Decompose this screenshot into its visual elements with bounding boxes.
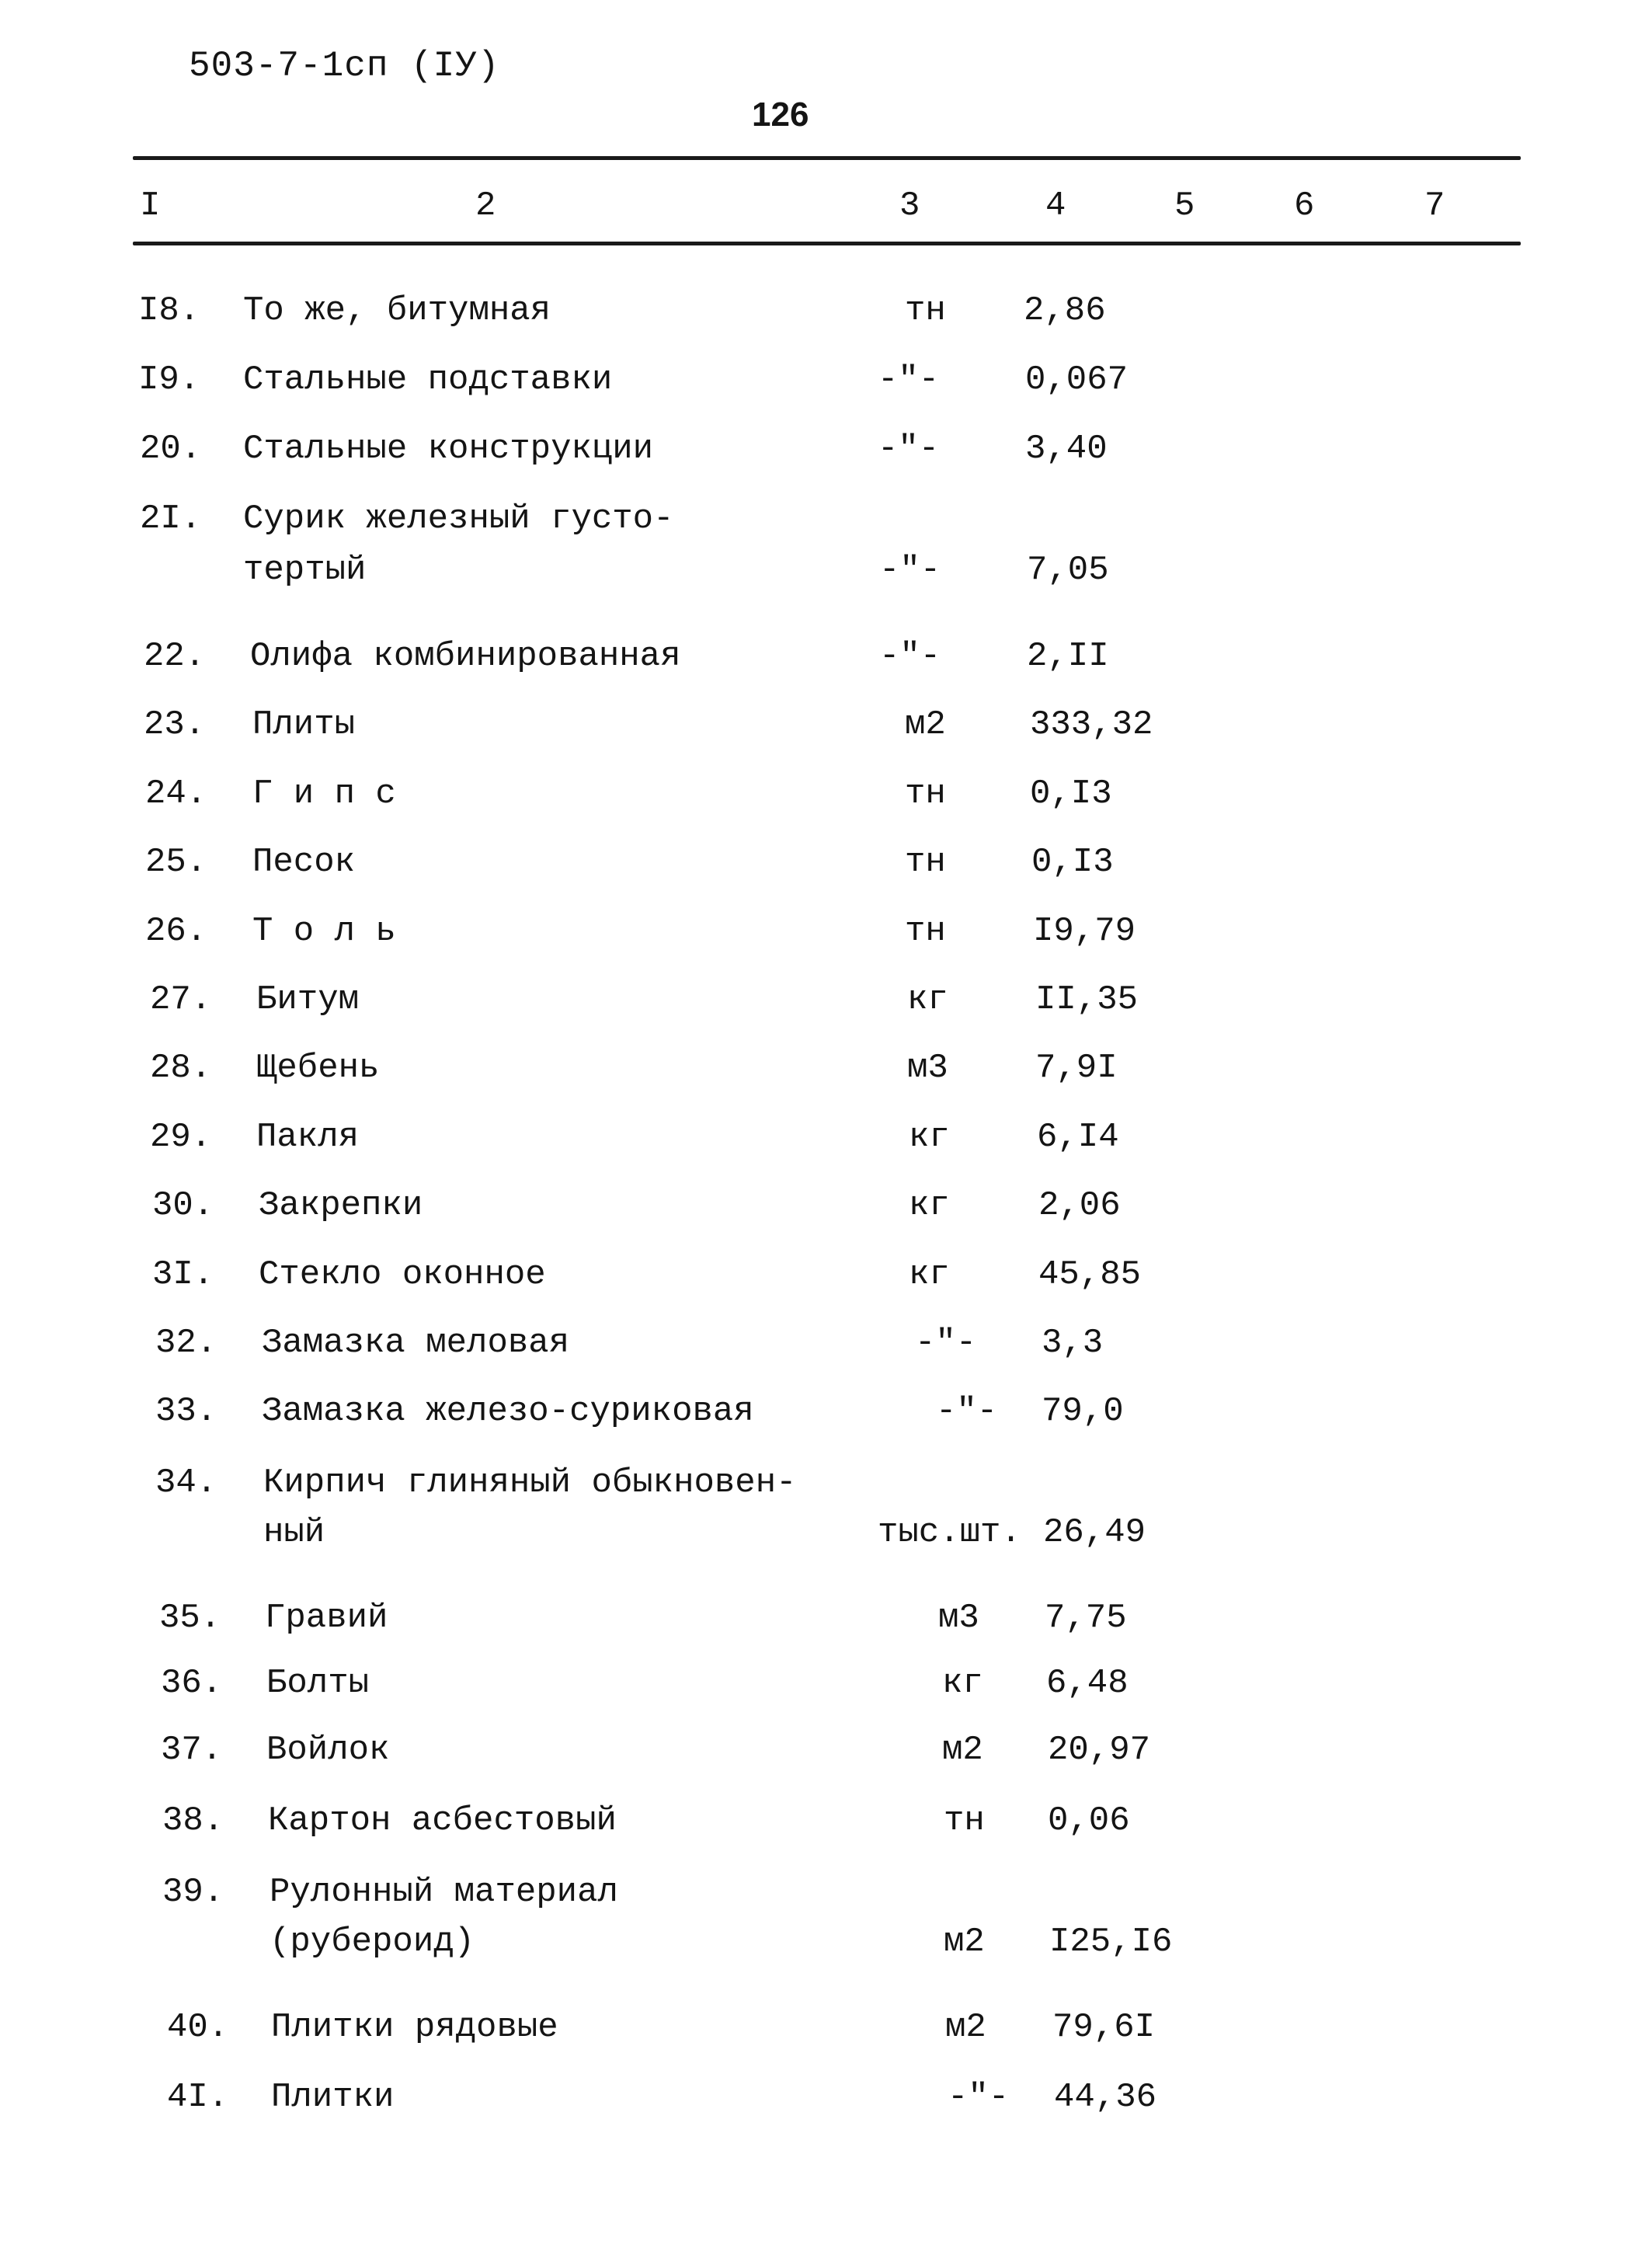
material-name: Гравий	[265, 1599, 388, 1637]
row-number: 36.	[161, 1664, 223, 1703]
material-name: Щебень	[256, 1049, 380, 1087]
row-number: 24.	[145, 774, 207, 813]
column-header-7: 7	[1424, 186, 1445, 225]
quantity-value: I9,79	[1033, 912, 1136, 951]
row-number: 32.	[155, 1324, 217, 1362]
material-name: Болты	[266, 1664, 370, 1703]
material-name: Закрепки	[259, 1186, 423, 1225]
unit-of-measure: -"-	[879, 551, 941, 590]
row-number: 37.	[161, 1731, 223, 1770]
quantity-value: I25,I6	[1049, 1923, 1173, 1961]
material-name: Стальные конструкции	[243, 430, 654, 468]
material-name: Картон асбестовый	[268, 1801, 617, 1840]
unit-of-measure: кг	[907, 980, 948, 1019]
column-header-5: 5	[1174, 186, 1195, 225]
quantity-value: 0,06	[1048, 1801, 1130, 1840]
unit-of-measure: кг	[909, 1186, 950, 1225]
quantity-value: 6,48	[1046, 1664, 1129, 1703]
unit-of-measure: м2	[905, 705, 946, 744]
unit-of-measure: м2	[942, 1731, 983, 1770]
unit-of-measure: тыс.шт.	[878, 1513, 1021, 1552]
row-number: 34.	[155, 1463, 217, 1502]
quantity-value: 0,067	[1025, 360, 1129, 399]
material-name: Кирпич глиняный обыкновен-	[263, 1463, 797, 1502]
row-number: 3I.	[152, 1255, 214, 1294]
unit-of-measure: м3	[907, 1049, 948, 1087]
material-name: Стальные подставки	[243, 360, 613, 399]
quantity-value: 7,75	[1045, 1599, 1127, 1637]
row-number: 30.	[152, 1186, 214, 1225]
row-number: 4I.	[167, 2078, 229, 2117]
document-code: 503-7-1сп (IУ)	[189, 46, 500, 86]
unit-of-measure: -"-	[878, 430, 940, 468]
material-name: Т о л ь	[252, 912, 396, 951]
material-name: Замазка меловая	[262, 1324, 570, 1362]
quantity-value: 26,49	[1043, 1513, 1146, 1552]
quantity-value: 7,9I	[1035, 1049, 1118, 1087]
material-name: Песок	[252, 843, 356, 882]
row-number: I8.	[138, 291, 200, 330]
row-number: 38.	[162, 1801, 224, 1840]
quantity-value: 333,32	[1030, 705, 1153, 744]
row-number: 28.	[150, 1049, 212, 1087]
quantity-value: 3,3	[1042, 1324, 1104, 1362]
unit-of-measure: тн	[944, 1801, 985, 1840]
unit-of-measure: кг	[909, 1118, 950, 1157]
unit-of-measure: тн	[905, 774, 946, 813]
row-number: 40.	[167, 2008, 229, 2047]
row-number: 20.	[140, 430, 202, 468]
material-name: Олифа комбинированная	[250, 637, 681, 676]
material-name: Битум	[256, 980, 360, 1019]
unit-of-measure: тн	[905, 843, 946, 882]
unit-of-measure: -"-	[915, 1324, 977, 1362]
material-name: Войлок	[266, 1731, 390, 1770]
material-name: Сурик железный густо-	[243, 499, 674, 538]
quantity-value: 7,05	[1027, 551, 1109, 590]
quantity-value: 6,I4	[1037, 1118, 1119, 1157]
unit-of-measure: м2	[945, 2008, 986, 2047]
table-top-rule	[133, 156, 1521, 160]
material-name: Плитки	[271, 2078, 395, 2117]
material-name: Рулонный материал	[270, 1873, 618, 1912]
quantity-value: 20,97	[1048, 1731, 1151, 1770]
table-bottom-rule	[133, 242, 1521, 245]
material-name: Г и п с	[252, 774, 396, 813]
quantity-value: 79,6I	[1052, 2008, 1156, 2047]
column-header-2: 2	[475, 186, 496, 225]
quantity-value: 0,I3	[1031, 843, 1114, 882]
material-name: ный	[263, 1513, 325, 1552]
quantity-value: 3,40	[1025, 430, 1108, 468]
quantity-value: II,35	[1035, 980, 1139, 1019]
row-number: 23.	[144, 705, 206, 744]
material-name: Замазка железо-суриковая	[262, 1392, 754, 1431]
column-header-4: 4	[1045, 186, 1066, 225]
quantity-value: 0,I3	[1030, 774, 1112, 813]
quantity-value: 79,0	[1042, 1392, 1124, 1431]
unit-of-measure: -"-	[879, 637, 941, 676]
row-number: 22.	[144, 637, 206, 676]
row-number: 35.	[159, 1599, 221, 1637]
unit-of-measure: кг	[909, 1255, 950, 1294]
unit-of-measure: м3	[938, 1599, 979, 1637]
row-number: 26.	[145, 912, 207, 951]
unit-of-measure: тн	[905, 291, 946, 330]
material-name: Стекло оконное	[259, 1255, 546, 1294]
unit-of-measure: -"-	[948, 2078, 1010, 2117]
row-number: 33.	[155, 1392, 217, 1431]
row-number: 25.	[145, 843, 207, 882]
quantity-value: 45,85	[1038, 1255, 1142, 1294]
quantity-value: 2,06	[1038, 1186, 1121, 1225]
material-name: Плитки рядовые	[271, 2008, 558, 2047]
column-header-1: I	[140, 186, 161, 225]
row-number: 2I.	[140, 499, 202, 538]
unit-of-measure: тн	[905, 912, 946, 951]
page-number: 126	[752, 96, 809, 134]
row-number: I9.	[138, 360, 200, 399]
unit-of-measure: м2	[944, 1923, 985, 1961]
column-header-3: 3	[899, 186, 920, 225]
unit-of-measure: -"-	[936, 1392, 998, 1431]
column-header-6: 6	[1294, 186, 1315, 225]
row-number: 39.	[162, 1873, 224, 1912]
unit-of-measure: -"-	[878, 360, 940, 399]
row-number: 29.	[150, 1118, 212, 1157]
material-name: То же, битумная	[243, 291, 551, 330]
material-name: тертый	[243, 551, 367, 590]
unit-of-measure: кг	[942, 1664, 983, 1703]
quantity-value: 2,II	[1027, 637, 1109, 676]
material-name: Пакля	[256, 1118, 360, 1157]
row-number: 27.	[150, 980, 212, 1019]
quantity-value: 2,86	[1024, 291, 1106, 330]
quantity-value: 44,36	[1054, 2078, 1157, 2117]
material-name: Плиты	[252, 705, 356, 744]
material-name: (рубероид)	[270, 1923, 475, 1961]
